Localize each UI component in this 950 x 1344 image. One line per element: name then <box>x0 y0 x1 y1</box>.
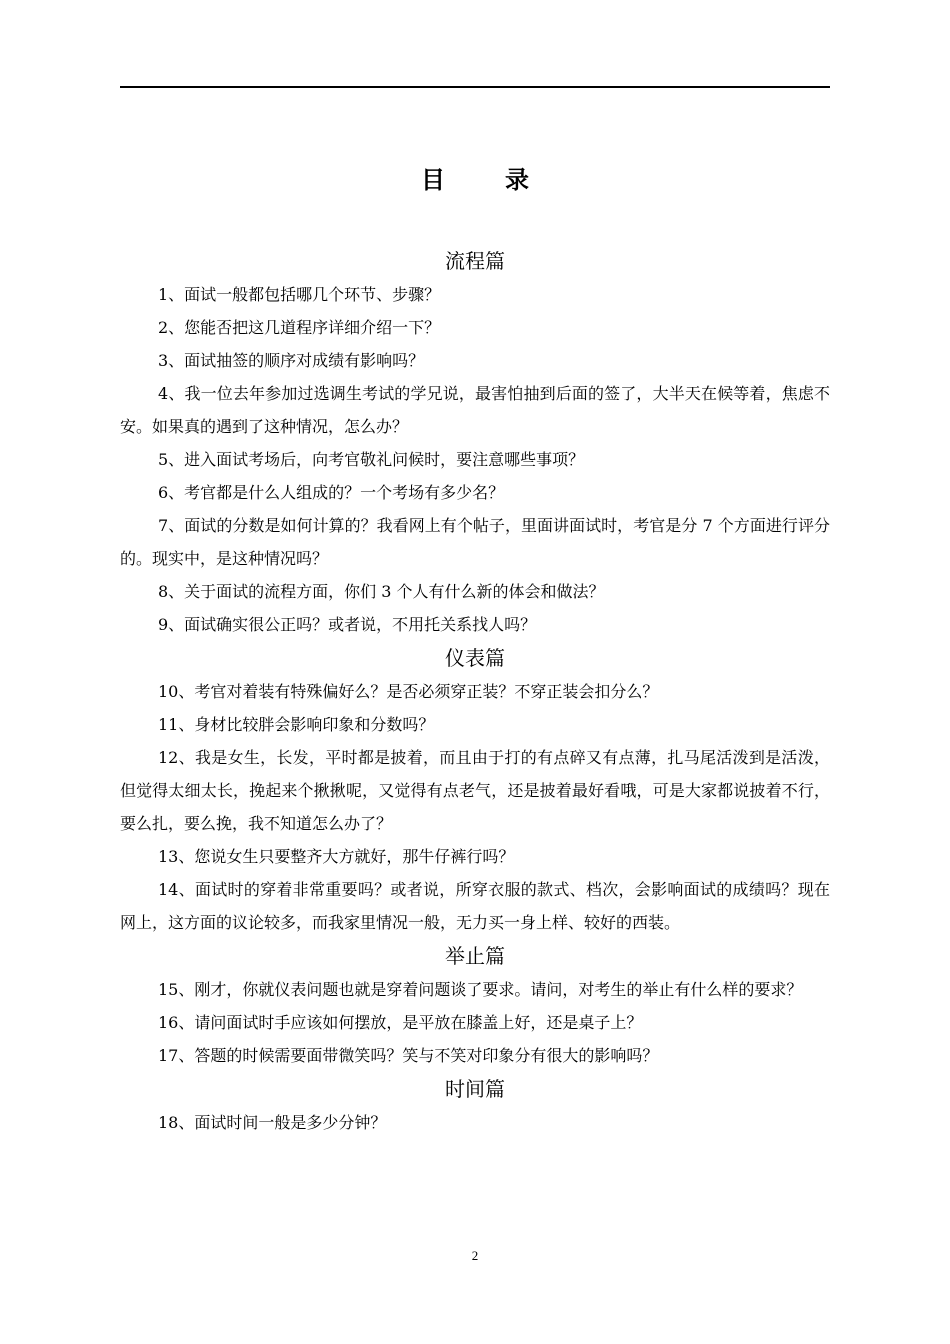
section-heading: 流程篇 <box>445 249 505 273</box>
section-heading: 时间篇 <box>445 1077 505 1101</box>
toc-entry: 12、我是女生，长发，平时都是披着，而且由于打的有点碎又有点薄，扎马尾活泼到是活泼，但觉得太细太长，挽起来个揪揪呢，又觉得有点老气，还是披着最好看哦，可是大家都说披着不行，要么扎，要么挽，我不知道怎么办了？ <box>120 748 830 833</box>
toc-entry: 1、面试一般都包括哪几个环节、步骤？ <box>158 285 441 304</box>
toc-entry: 11、身材比较胖会影响印象和分数吗？ <box>158 715 435 734</box>
toc-entry: 7、面试的分数是如何计算的？我看网上有个帖子，里面讲面试时，考官是分 7 个方面进行评分的。现实中，是这种情况吗？ <box>120 516 830 568</box>
section-heading: 举止篇 <box>445 944 505 968</box>
toc-entry: 4、我一位去年参加过选调生考试的学兄说，最害怕抽到后面的签了，大半天在候等着，焦虑不安。如果真的遇到了这种情况，怎么办？ <box>120 384 830 436</box>
toc-entry: 16、请问面试时手应该如何摆放，是平放在膝盖上好，还是桌子上？ <box>158 1013 643 1032</box>
toc-entry: 9、面试确实很公正吗？或者说，不用托关系找人吗？ <box>158 615 537 634</box>
toc-entry: 8、关于面试的流程方面，你们 3 个人有什么新的体会和做法？ <box>158 582 605 601</box>
toc-content <box>120 244 830 1139</box>
toc-entry: 17、答题的时候需要面带微笑吗？笑与不笑对印象分有很大的影响吗？ <box>158 1046 659 1065</box>
toc-entry: 3、面试抽签的顺序对成绩有影响吗？ <box>158 351 425 370</box>
toc-entry: 10、考官对着装有特殊偏好么？是否必须穿正装？不穿正装会扣分么？ <box>158 682 659 701</box>
toc-entry: 6、考官都是什么人组成的？一个考场有多少名？ <box>158 483 505 502</box>
section-heading: 仪表篇 <box>445 646 505 670</box>
toc-entry: 5、进入面试考场后，向考官敬礼问候时，要注意哪些事项？ <box>158 450 585 469</box>
page-number: 2 <box>471 1248 479 1263</box>
header-rule <box>120 86 830 88</box>
toc-entry: 14、面试时的穿着非常重要吗？或者说，所穿衣服的款式、档次，会影响面试的成绩吗？现在网上，这方面的议论较多，而我家里情况一般，无力买一身上样、较好的西装。 <box>120 880 830 932</box>
toc-entry: 15、刚才，你就仪表问题也就是穿着问题谈了要求。请问，对考生的举止有什么样的要求？ <box>158 980 803 999</box>
toc-entry: 18、面试时间一般是多少分钟？ <box>158 1113 387 1132</box>
toc-entry: 2、您能否把这几道程序详细介绍一下？ <box>158 318 441 337</box>
toc-entry: 13、您说女生只要整齐大方就好，那牛仔裤行吗？ <box>158 847 515 866</box>
toc-title: 目 录 <box>421 166 547 194</box>
